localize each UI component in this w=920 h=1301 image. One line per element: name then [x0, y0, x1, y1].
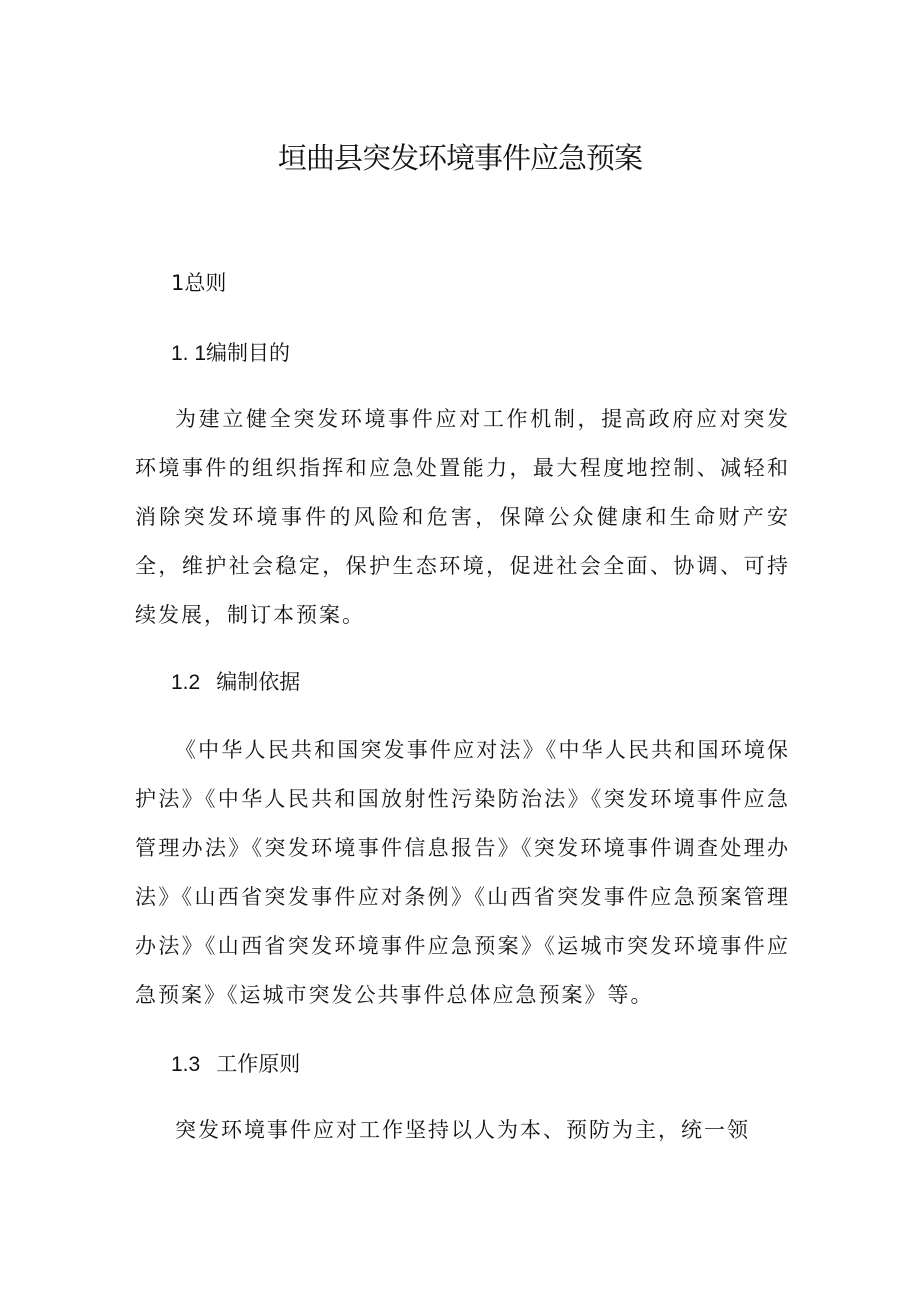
section-1-3-number: 1.3	[171, 1053, 201, 1076]
section-1-1-heading	[171, 338, 290, 369]
section-1-1-title: 编制目的	[206, 341, 291, 365]
section-1-1-number: 1. 1	[171, 342, 207, 365]
document-title: 垣曲县突发环境事件应急预案	[277, 141, 642, 175]
section-1-3-body: 突发环境事件应对工作坚持以人为本、预防为主，统一领	[175, 1118, 750, 1142]
section-1-2-body: 《中华人民共和国突发事件应对法》《中华人民共和国环境保护法》《中华人民共和国放射性污染防治法》《突发环境事件应急管理办法》《突发环境事件信息报告》《突发环境事件调查处理办法》《山西省突发事件应对条例》《山西省突发事件应急预案管理办法》《山西省突发环境事件应急预案》《运城市突发环境事件应急预案》《运城市突发公共事件总体应急预案》等。	[135, 738, 790, 1007]
section-1-2-title: 编制依据	[216, 670, 301, 694]
section-1-3-heading	[171, 1049, 300, 1080]
section-1-2-heading	[171, 667, 300, 698]
section-1-1-body: 为建立健全突发环境事件应对工作机制，提高政府应对突发环境事件的组织指挥和应急处置能力，最大程度地控制、减轻和消除突发环境事件的风险和危害，保障公众健康和生命财产安全，维护社会稳定，保护生态环境，促进社会全面、协调、可持续发展，制订本预案。	[135, 407, 790, 627]
section-1-3-title: 工作原则	[216, 1052, 301, 1076]
section-1-2-number: 1.2	[171, 671, 201, 694]
section-1-heading: 1总则	[171, 271, 227, 295]
